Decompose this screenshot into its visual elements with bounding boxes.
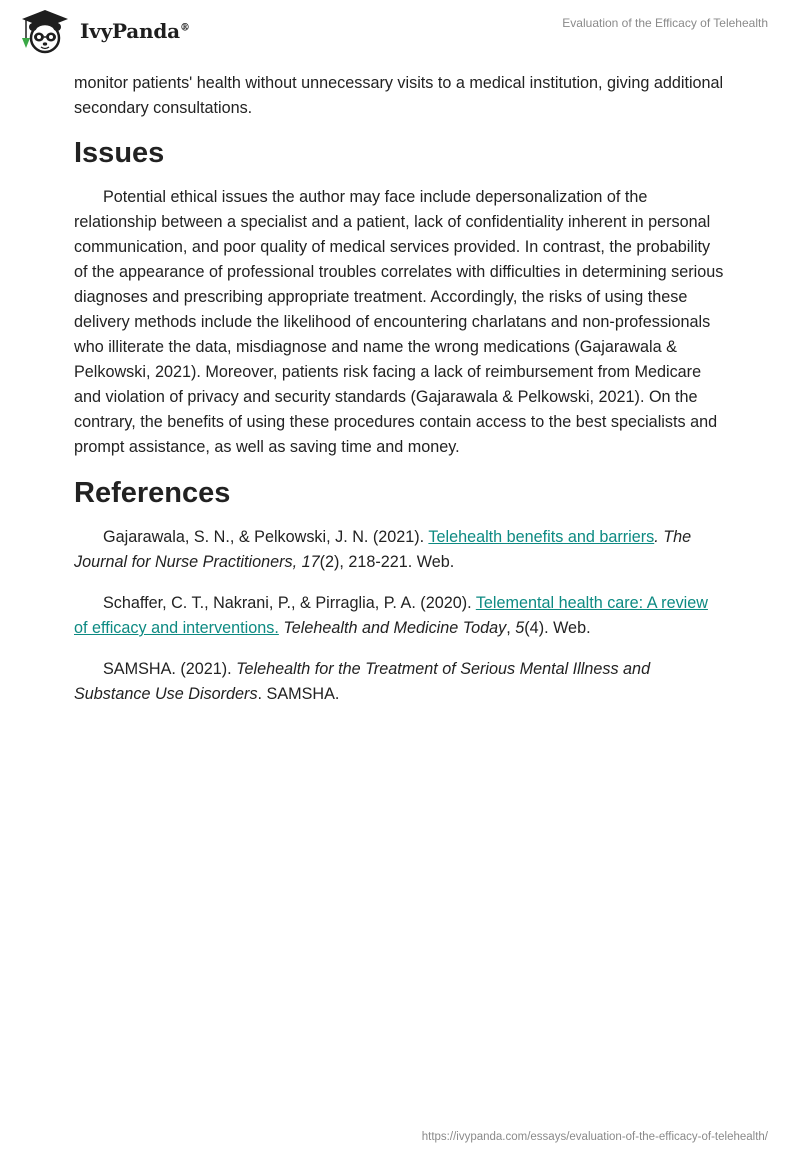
reference-entry: Gajarawala, S. N., & Pelkowski, J. N. (2021). Telehealth benefits and barriers. The Journal for Nurse Practitioners, 17(2), 218-221. Web. bbox=[74, 528, 692, 571]
brand-logo[interactable] bbox=[14, 8, 190, 54]
footer-url[interactable]: https://ivypanda.com/essays/evaluation-of-the-efficacy-of-telehealth/ bbox=[421, 1131, 768, 1143]
intro-paragraph: monitor patients' health without unnecessary visits to a medical institution, giving additional secondary consultations. bbox=[74, 74, 724, 117]
page-header bbox=[0, 0, 800, 60]
reference-entry: Schaffer, C. T., Nakrani, P., & Pirraglia, P. A. (2020). Telemental health care: A review of efficacy and interventions. Telehealth and Medicine Today, 5(4). Web. bbox=[74, 594, 708, 637]
issues-heading: Issues bbox=[74, 137, 165, 169]
brand-name: IvyPanda® bbox=[80, 19, 190, 43]
issues-paragraph: Potential ethical issues the author may face include depersonalization of the relationship between a specialist and a patient, lack of confidentiality inherent in personal communication, and poor quality of medical services provided. In contrast, the probability of the appearance of professional troubles correlates with difficulties in determining serious diagnoses and prescribing appropriate treatment. Accordingly, the risks of using these delivery methods include the likelihood of encountering charlatans and non-professionals who illiterate the data, misdiagnose and name the wrong medications (Gajarawala & Pelkowski, 2021). Moreover, patients risk facing a lack of reimbursement from Medicare and violation of privacy and security standards (Gajarawala & Pelkowski, 2021). On the contrary, the benefits of using these procedures contain access to the best specialists and prompt assistance, as well as saving time and money. bbox=[74, 188, 724, 456]
running-title: Evaluation of the Efficacy of Telehealth bbox=[562, 16, 768, 30]
reference-entry: SAMSHA. (2021). Telehealth for the Treatment of Serious Mental Illness and Substance Use Disorders. SAMSHA. bbox=[74, 660, 651, 703]
reference-link[interactable]: Telehealth benefits and barriers bbox=[428, 528, 655, 546]
panda-graduate-icon bbox=[14, 8, 76, 54]
references-heading: References bbox=[74, 477, 231, 509]
document-body bbox=[74, 71, 724, 707]
reference-link[interactable]: Telemental health care: A review of efficacy and interventions. bbox=[74, 594, 708, 637]
